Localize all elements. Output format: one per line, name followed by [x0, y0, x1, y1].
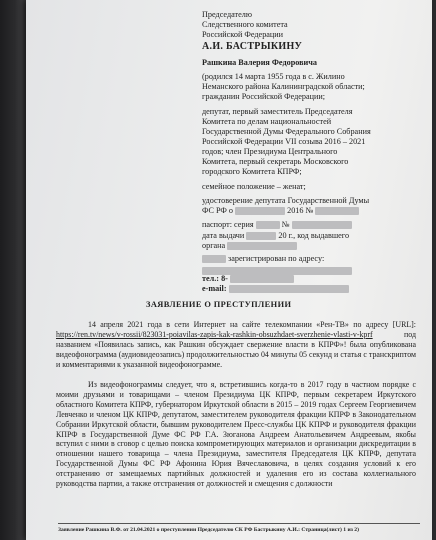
paragraph-1-end: под названием «Появилась запись, как Рашкин обсуждает свержение власти в КПРФ»! была опубликована видеофонограмма (аудиовидеозапись) продолжительностью 04 минуты 05 секунд и статья с транскриптом и комментариями к указанной видеофонограмме.	[56, 329, 416, 369]
issued-prefix: дата выдачи	[202, 231, 245, 240]
redaction	[227, 242, 297, 250]
sender-bio-1: (родился 14 марта 1955 года в с. Жилино	[202, 72, 345, 81]
id-suffix: 2016 №	[287, 206, 314, 215]
statement-heading: ЗАЯВЛЕНИЕ О ПРЕСТУПЛЕНИИ	[146, 300, 292, 309]
redaction	[315, 207, 359, 215]
redaction	[229, 285, 349, 293]
sender-marital: семейное положение – женат;	[202, 182, 306, 191]
page-footer: Заявление Рашкина В.Ф. от 21.04.2021 о преступлении Председателю СК РФ Бастрыкину А.И.: Страница(лист) 1 из 2)	[58, 527, 359, 533]
redaction	[246, 232, 276, 240]
redaction	[202, 255, 226, 263]
redaction	[292, 221, 352, 229]
addressee-name: А.И. БАСТРЫКИНУ	[202, 41, 303, 52]
sender-bio-7: Российской Федерации VII созыва 2016 – 2021	[202, 137, 366, 146]
sender-tel	[202, 274, 294, 284]
paragraph-1	[56, 320, 416, 370]
sender-bio-2: Неманского района Калининградской области;	[202, 82, 365, 91]
registered-label: зарегистрирован по адресу:	[228, 254, 325, 263]
source-link[interactable]: https://ren.tv/news/v-rossii/823031-poiavilas-zapis-kak-rashkin-obsuzhdaet-sverzhenie-vlasti-v-kprf	[56, 329, 373, 339]
authority-label: органа	[202, 241, 226, 250]
sender-registered	[202, 254, 324, 264]
sender-bio-3: гражданин Российской Федерации;	[202, 92, 326, 101]
sender-bio-10: городского Комитета КПРФ;	[202, 167, 302, 176]
sender-bio-4: депутат, первый заместитель Председателя	[202, 107, 353, 116]
sender-id-line-1: удостоверение депутата Государственной Думы	[202, 196, 370, 205]
sender-authority	[202, 241, 297, 251]
redaction	[256, 221, 280, 229]
passport-number-label: №	[281, 220, 290, 229]
footer-rule	[58, 523, 420, 524]
sender-email	[202, 284, 349, 294]
sender-bio-6: Государственной Думы Федерального Собрания	[202, 127, 371, 136]
addressee-line-1: Председателю	[202, 10, 252, 19]
issued-suffix: 20 г., код выдавшего	[278, 231, 350, 240]
paragraph-2: Из видеофонограммы следует, что я, встретившись когда-то в 2017 году в частном порядке с моими друзьями и товарищами – членом Президиума ЦК КПРФ, первым секретарем Иркутского областного Комитета КПРФ, губернатором Иркутской области в 2015 – 2019 годах Сергеем Георгиевичем Левченко и членом ЦК КПРФ, депутатом, заместителем руководителя фракции КПРФ в Законодательном Собрании Иркутской области, бывшим руководителем Пресс-службы ЦК КПРФ и руководителя фракции КПРФ в Государственной Думе ФС РФ Г.А. Зюганова Андреем Анатольевичем Андреевым, якобы вступил с ними в сговор с целью поиска компрометирующих материалов и организации дискредитации в отношении нашего товарища – члена Президиума, заместителя Председателя ЦК КПРФ, депутата Государственной Думы ФС РФ Афонина Юрия Вячеславовича, в целях создания условий к его отстранению от замещаемых партийных должностей и удаления его из состава коллегиального руководства партии, а также отстранения от должностей и смещения с должности	[56, 380, 416, 489]
passport-prefix: паспорт: серия	[202, 220, 254, 229]
redaction	[230, 275, 294, 283]
sender-passport	[202, 220, 352, 230]
sender-bio-9: Комитета, первый секретарь Московского	[202, 157, 349, 166]
id-prefix: ФС РФ о	[202, 206, 233, 215]
sender-bio-8: годов; член Президиума Центрального	[202, 147, 338, 156]
tel-label: тел.: 8-	[202, 274, 228, 283]
sender-id-line-2	[202, 206, 359, 216]
email-label: e-mail:	[202, 284, 227, 293]
document-page	[26, 0, 432, 540]
sender-name: Рашкина Валерия Федоровича	[202, 58, 317, 67]
sender-bio-5: Комитета по делам национальностей	[202, 117, 332, 126]
addressee-line-3: Российской Федерации	[202, 30, 284, 39]
addressee-line-2: Следственного комитета	[202, 20, 288, 29]
redaction	[235, 207, 285, 215]
sender-issued	[202, 231, 349, 241]
paragraph-1-start: 14 апреля 2021 года в сети Интернет на сайте телекомпании «Рен-ТВ» по адресу [URL]:	[88, 320, 416, 329]
